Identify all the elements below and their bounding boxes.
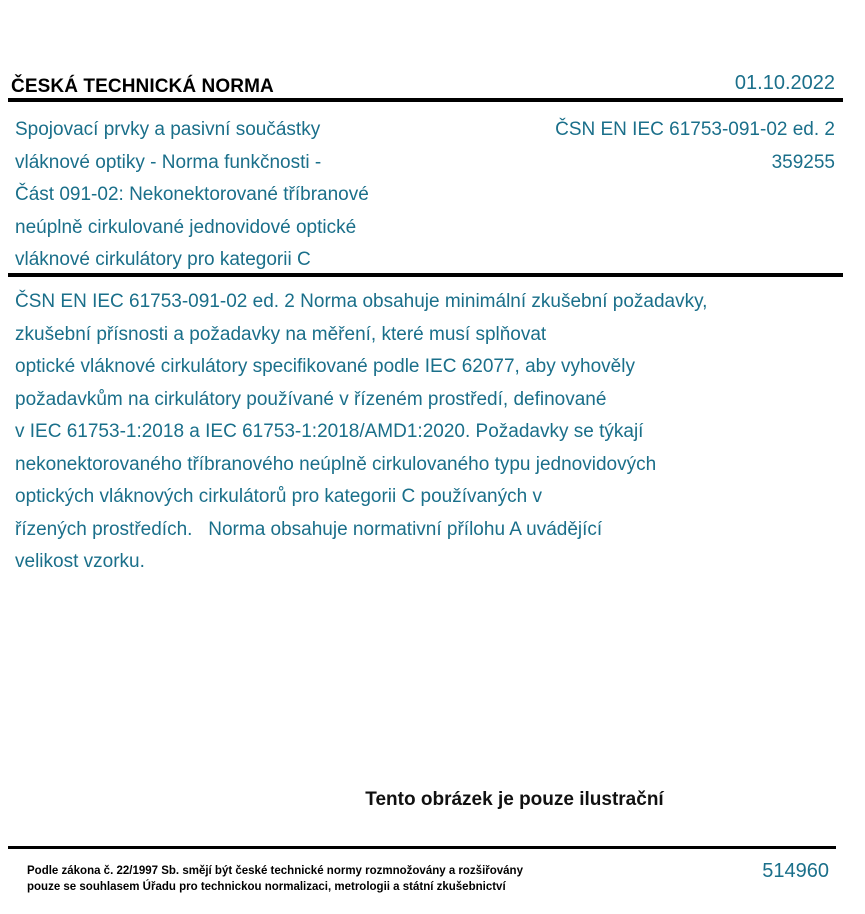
abstract-line: optické vláknové cirkulátory specifikované podle IEC 62077, aby vyhověly: [15, 356, 635, 377]
class-number: 359255: [771, 151, 835, 173]
footer-divider: [8, 846, 836, 849]
document-type-title: ČESKÁ TECHNICKÁ NORMA: [11, 76, 274, 97]
legal-line: Podle zákona č. 22/1997 Sb. smějí být české technické normy rozmnožovány a rozšiřovány: [27, 865, 523, 877]
standard-title-line: Část 091-02: Nekonektorované tříbranové: [15, 184, 369, 205]
abstract-line: zkušební přísnosti a požadavky na měření, které musí splňovat: [15, 323, 547, 345]
header-divider: [8, 98, 843, 102]
standard-title-line: Spojovací prvky a pasivní součástky: [15, 119, 321, 140]
abstract-line: v IEC 61753-1:2018 a IEC 61753-1:2018/AMD1:2020. Požadavky se týkají: [15, 421, 644, 442]
standard-title-line: neúplně cirkulované jednovidové optické: [15, 216, 357, 238]
standard-identifier-block: [555, 114, 835, 179]
abstract-line: požadavkům na cirkulátory používané v řízeném prostředí, definované: [15, 388, 607, 410]
publication-date: 01.10.2022: [734, 72, 835, 94]
abstract-line: optických vláknových cirkulátorů pro kategorii C používaných v: [15, 486, 542, 507]
illustration-notice: Tento obrázek je pouze ilustrační: [365, 789, 664, 810]
abstract-line: ČSN EN IEC 61753-091-02 ed. 2 Norma obsahuje minimální zkušební požadavky,: [15, 291, 708, 312]
abstract-line: nekonektorovaného tříbranového neúplně cirkulovaného typu jednovidových: [15, 453, 657, 475]
standard-title: [15, 114, 435, 277]
abstract-line: velikost vzorku.: [15, 551, 145, 572]
standard-title-line: vláknové optiky - Norma funkčnosti -: [15, 151, 322, 173]
document-number: 514960: [762, 860, 829, 882]
standard-title-line: vláknové cirkulátory pro kategorii C: [15, 249, 311, 270]
legal-line: pouze se souhlasem Úřadu pro technickou normalizaci, metrologii a státní zkušebnictví: [27, 881, 506, 893]
standard-id: ČSN EN IEC 61753-091-02 ed. 2: [555, 119, 835, 140]
title-divider: [8, 273, 843, 277]
abstract-line: řízených prostředích. Norma obsahuje normativní přílohu A uvádějící: [15, 518, 603, 540]
abstract-text: [15, 286, 835, 579]
legal-notice: [27, 863, 523, 895]
